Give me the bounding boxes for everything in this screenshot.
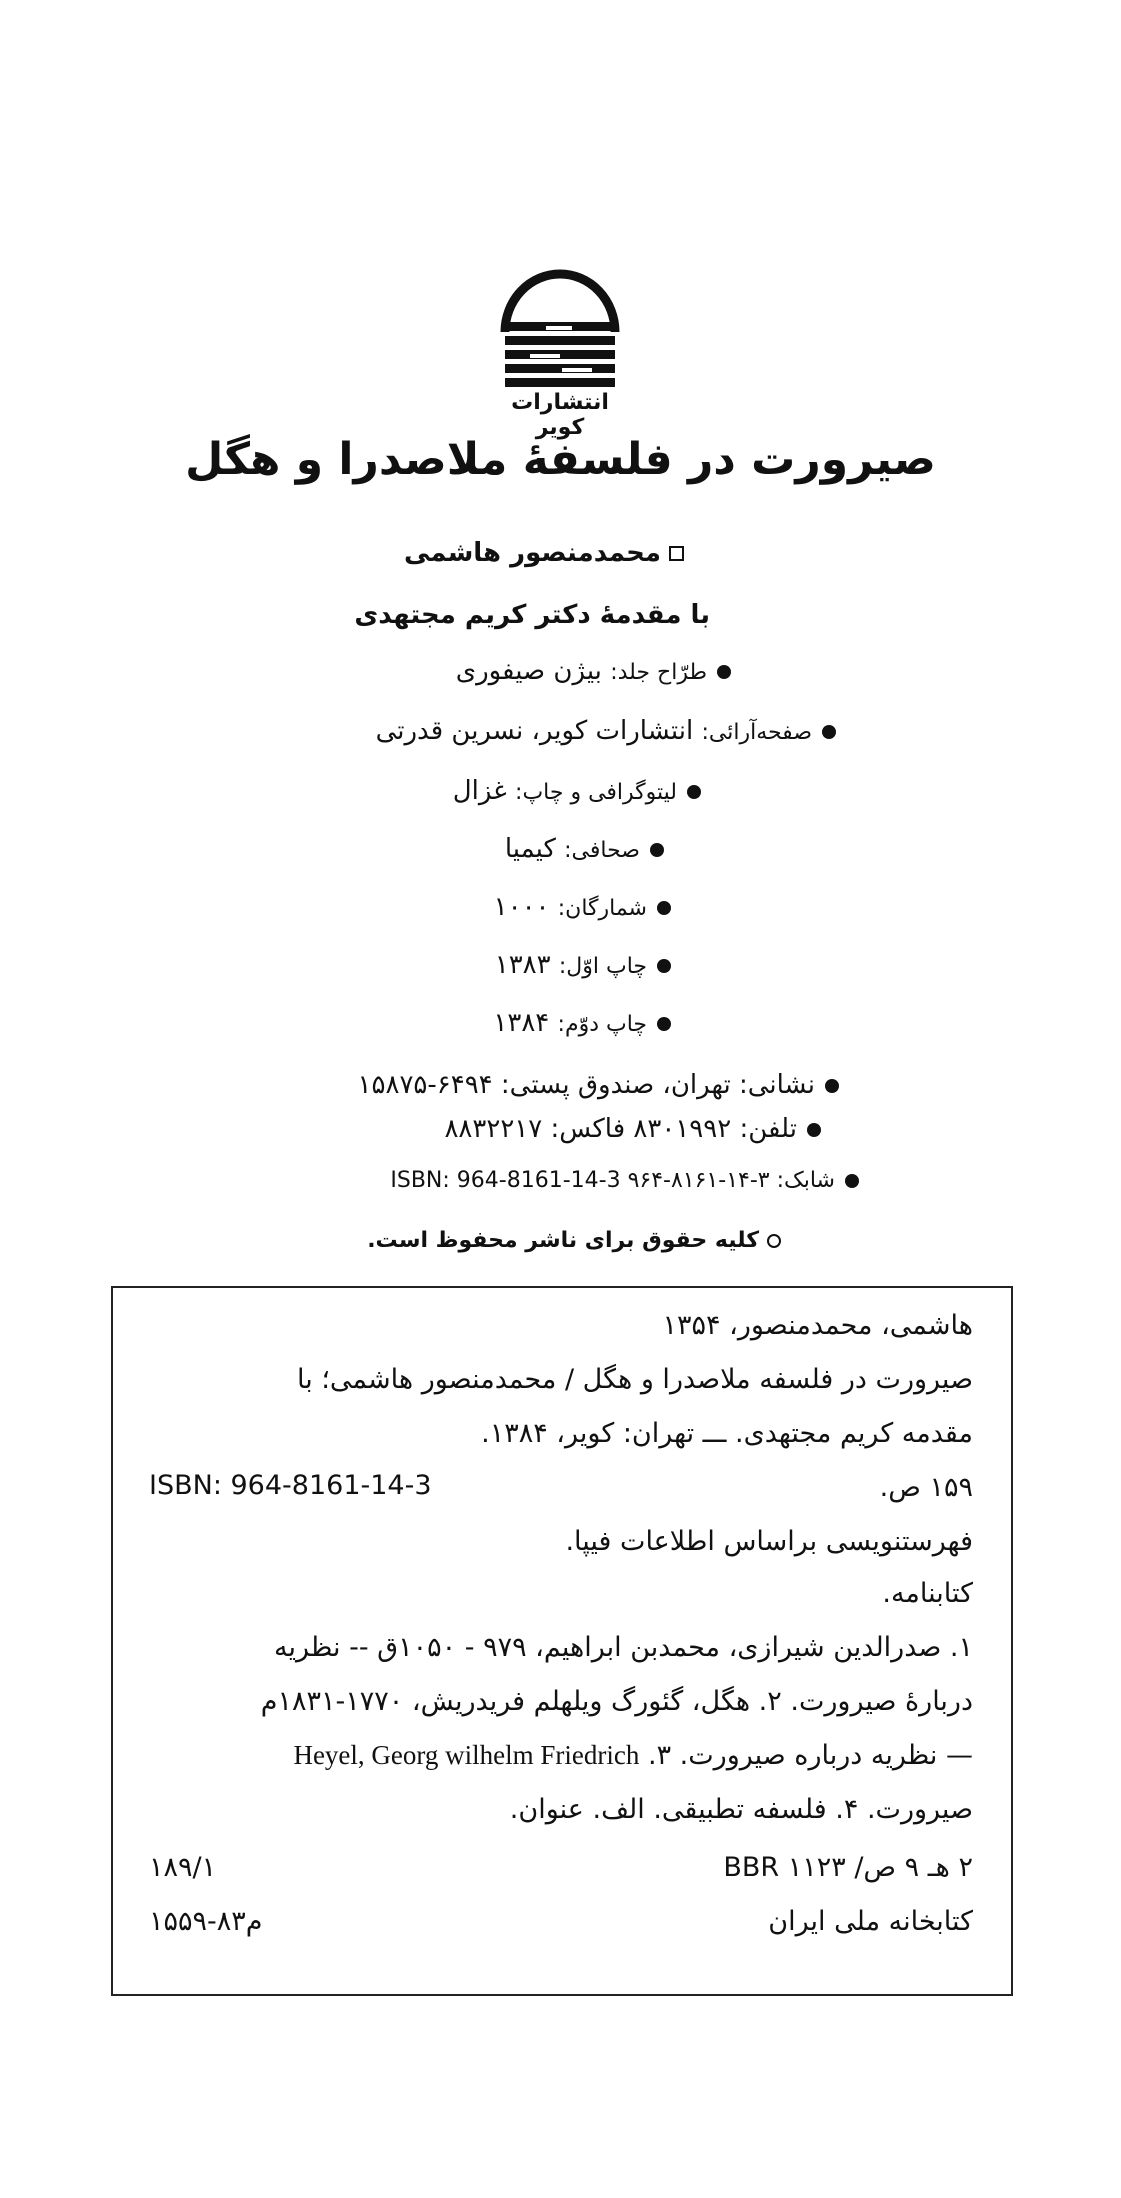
catalog-intro-line: مقدمه کریم مجتهدی. ـــ تهران: کویر، ۱۳۸۴. bbox=[481, 1418, 973, 1449]
catalog-pages: ۱۵۹ ص. bbox=[879, 1472, 973, 1503]
credit-value: بیژن صیفوری bbox=[455, 656, 602, 686]
credit-first-edition bbox=[495, 950, 671, 980]
bullet-icon bbox=[822, 725, 836, 739]
catalog-subject-4: صیرورت. ۴. فلسفه تطبیقی. الف. عنوان. bbox=[509, 1794, 973, 1825]
credit-label: شابک: bbox=[776, 1168, 835, 1193]
credit-value: تهران، صندوق پستی: ۶۴۹۴-۱۵۸۷۵ bbox=[357, 1070, 731, 1100]
catalog-subject-3-fa: — نظریه درباره صیرورت. ۳. bbox=[647, 1740, 973, 1771]
author-name: محمدمنصور هاشمی bbox=[403, 538, 661, 568]
catalog-dewey: ۱۸۹/۱ bbox=[149, 1852, 217, 1883]
credit-cover-designer bbox=[456, 656, 731, 686]
credit-label: چاپ دوّم: bbox=[557, 1012, 647, 1037]
catalog-bibliography: کتابنامه. bbox=[882, 1578, 973, 1609]
credit-layout bbox=[376, 716, 836, 746]
rights-line bbox=[367, 1228, 781, 1253]
bullet-icon bbox=[657, 901, 671, 915]
catalog-record-number: ۱۵۵۹-۸۳م bbox=[149, 1906, 263, 1937]
catalog-author: هاشمی، محمدمنصور، ۱۳۵۴ bbox=[662, 1310, 973, 1341]
bullet-icon bbox=[807, 1123, 821, 1137]
credit-address bbox=[358, 1070, 839, 1100]
catalog-fipa-note: فهرستنویسی براساس اطلاعات فیپا. bbox=[565, 1526, 973, 1557]
catalog-library: کتابخانه ملی ایران bbox=[768, 1906, 973, 1937]
credit-label: صفحه‌آرائی: bbox=[701, 720, 812, 745]
credit-label: طرّاح جلد: bbox=[610, 660, 707, 685]
credit-phone bbox=[444, 1114, 821, 1144]
credit-label: شمارگان: bbox=[557, 896, 647, 921]
credit-label: چاپ اوّل: bbox=[558, 954, 647, 979]
credit-printing bbox=[453, 776, 701, 806]
cataloging-box bbox=[111, 1286, 1013, 1996]
catalog-title-line: صیرورت در فلسفه ملاصدرا و هگل / محمدمنصور هاشمی؛ با bbox=[297, 1364, 973, 1395]
bullet-icon bbox=[657, 1017, 671, 1031]
author-line bbox=[404, 538, 684, 568]
circle-bullet-icon bbox=[767, 1234, 781, 1248]
credit-value: انتشارات کویر، نسرین قدرتی bbox=[375, 716, 694, 746]
publisher-logo-icon bbox=[490, 262, 630, 392]
credit-value: غزال bbox=[452, 776, 507, 806]
bullet-icon bbox=[717, 665, 731, 679]
credit-value: ۳-۱۴-۸۱۶۱-۹۶۴ ISBN: 964-8161-14-3 bbox=[390, 1168, 770, 1193]
catalog-isbn: ISBN: 964-8161-14-3 bbox=[149, 1470, 432, 1501]
publisher-logo-text: انتشارات کویر bbox=[511, 390, 609, 440]
catalog-subject-2: دربارۀ صیرورت. ۲. هگل، گئورگ ویلهلم فریدریش، ۱۷۷۰-۱۸۳۱م bbox=[260, 1686, 973, 1717]
bullet-icon bbox=[825, 1079, 839, 1093]
publisher-logo bbox=[490, 262, 630, 440]
credit-label: نشانی: bbox=[738, 1070, 815, 1100]
intro-line: با مقدمۀ دکتر کریم مجتهدی bbox=[354, 600, 710, 630]
catalog-subject-1: ۱. صدرالدین شیرازی، محمدبن ابراهیم، ۹۷۹ - ۱۰۵۰ق -- نظریه bbox=[273, 1632, 973, 1663]
credit-value: ۱۳۸۴ bbox=[493, 1008, 550, 1038]
bullet-icon bbox=[657, 959, 671, 973]
square-bullet-icon bbox=[669, 546, 684, 561]
credit-label: تلفن: bbox=[739, 1114, 797, 1144]
bullet-icon bbox=[845, 1174, 859, 1188]
credit-value: ۱۰۰۰ bbox=[493, 892, 550, 922]
credit-value: ۸۳۰۱۹۹۲ فاکس: ۸۸۳۲۲۱۷ bbox=[444, 1114, 732, 1144]
credit-isbn bbox=[390, 1168, 859, 1193]
credit-label: صحافی: bbox=[564, 838, 640, 863]
credit-value: ۱۳۸۳ bbox=[494, 950, 551, 980]
bullet-icon bbox=[650, 843, 664, 857]
catalog-subject-3-en: Heyel, Georg wilhelm Friedrich bbox=[293, 1740, 640, 1770]
book-title: صیرورت در فلسفۀ ملاصدرا و هگل bbox=[185, 434, 936, 485]
credit-print-run bbox=[494, 892, 671, 922]
catalog-call-number: ۲ هـ ۹ ص/ ۱۱۲۳ BBR bbox=[723, 1852, 973, 1883]
credit-value: کیمیا bbox=[504, 834, 556, 864]
bullet-icon bbox=[687, 785, 701, 799]
credit-second-edition bbox=[493, 1008, 671, 1038]
catalog-subject-3 bbox=[293, 1740, 973, 1771]
rights-text: کلیه حقوق برای ناشر محفوظ است. bbox=[367, 1228, 759, 1253]
credit-binding bbox=[505, 834, 664, 864]
credit-label: لیتوگرافی و چاپ: bbox=[515, 780, 677, 805]
